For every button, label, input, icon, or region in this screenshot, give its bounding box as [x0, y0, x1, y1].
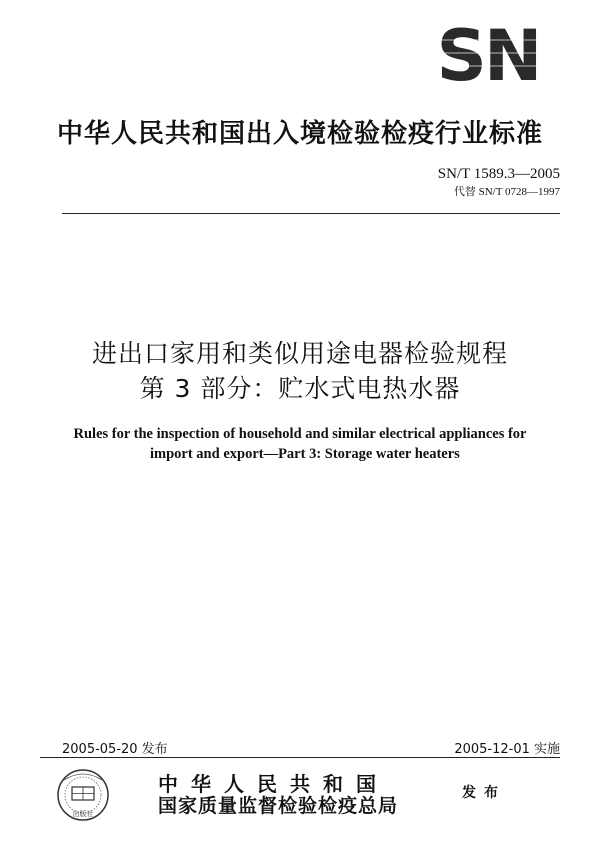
agency-title: 中华人民共和国出入境检验检疫行业标准: [56, 119, 543, 149]
sn-logo: [420, 26, 556, 84]
standard-number: SN/T 1589.3—2005: [437, 166, 560, 182]
title-english-line-1: Rules for the inspection of household and similar electrical appliances for: [73, 426, 527, 442]
seal-caption: 出版社: [72, 810, 94, 818]
title-chinese-line-2: 第 3 部分：贮水式电热水器: [139, 374, 461, 403]
publish-label: 发布: [462, 785, 506, 801]
replaces-standard: 代替 SN/T 0728—1997: [453, 186, 560, 198]
title-chinese-line-1: 进出口家用和类似用途电器检验规程: [91, 339, 508, 368]
title-english-line-2: import and export—Part 3: Storage water heaters: [150, 446, 460, 462]
issue-date: 2005-05-20 发布: [62, 742, 168, 757]
issuer-country: 中华人民共和国: [158, 772, 389, 796]
issuer-agency: 国家质量监督检验检疫总局: [158, 795, 399, 817]
implementation-date: 2005-12-01 实施: [454, 742, 560, 757]
publisher-seal-icon: [54, 766, 112, 824]
svg-text:SN: SN: [436, 26, 540, 84]
footer-divider: [40, 757, 560, 758]
header-divider: [62, 213, 560, 214]
